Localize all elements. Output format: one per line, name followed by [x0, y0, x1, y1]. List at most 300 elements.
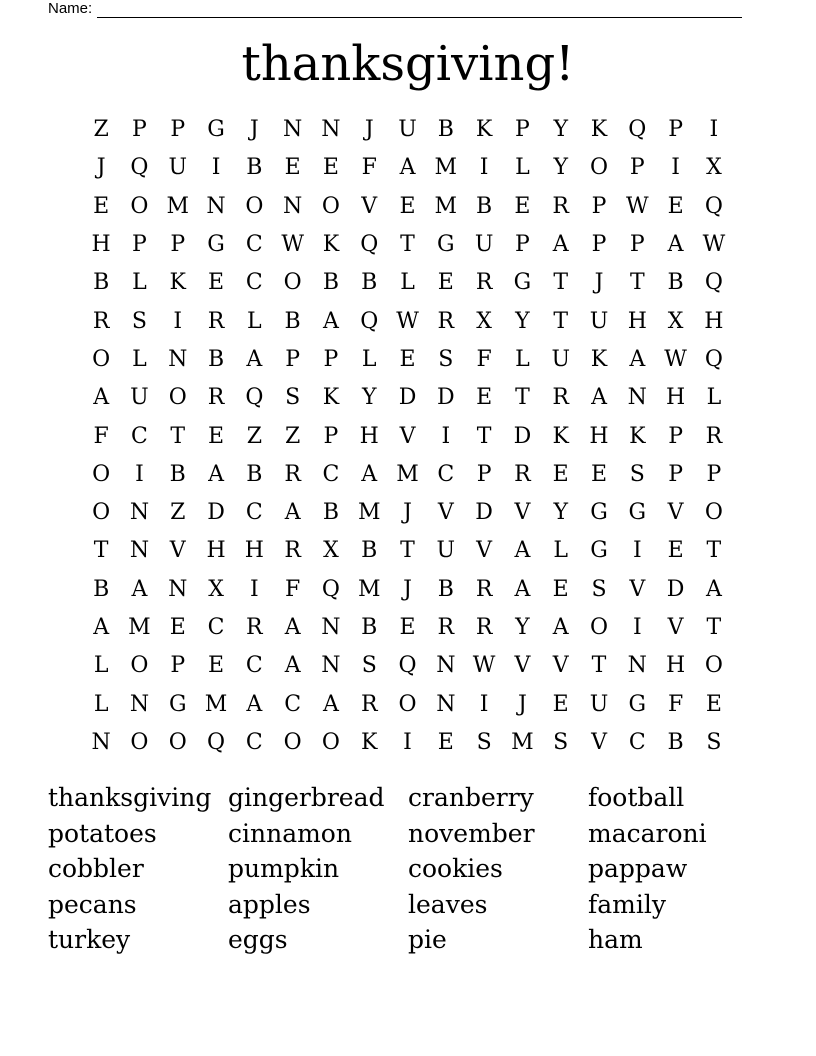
word-list-item: eggs [228, 925, 288, 955]
grid-letter: M [357, 576, 381, 602]
grid-letter: A [361, 461, 378, 487]
grid-letter: L [132, 270, 147, 296]
grid-letter: J [96, 155, 106, 181]
grid-letter: P [285, 346, 301, 372]
grid-letter: B [322, 500, 340, 526]
grid-letter: P [668, 423, 683, 449]
grid-letter: K [590, 117, 608, 143]
name-field [48, 0, 742, 18]
grid-letter: R [360, 691, 378, 717]
grid-letter: O [321, 193, 340, 219]
word-list-item: gingerbread [228, 783, 385, 812]
name-label: Name: [48, 0, 93, 17]
grid-letter: L [132, 346, 147, 372]
grid-letter: E [590, 461, 608, 487]
word-list-item: cobbler [48, 854, 144, 884]
grid-letter: A [591, 385, 607, 411]
grid-letter: I [135, 461, 144, 487]
grid-letter: B [169, 461, 186, 487]
grid-letter: A [514, 538, 531, 564]
grid-letter: S [553, 729, 569, 755]
grid-letter: K [552, 423, 569, 449]
grid-letter: D [437, 385, 455, 411]
grid-letter: C [245, 232, 263, 258]
grid-letter: N [129, 691, 150, 717]
grid-letter: A [284, 615, 301, 640]
grid-letter: W [396, 308, 419, 334]
grid-letter: V [361, 193, 378, 219]
grid-letter: R [92, 308, 110, 334]
grid-letter: F [476, 346, 492, 372]
grid-letter: B [437, 576, 454, 602]
word-list-item: family [588, 889, 666, 919]
grid-letter: N [436, 653, 456, 679]
grid-letter: L [93, 691, 109, 717]
grid-letter: C [284, 691, 302, 717]
grid-letter: I [441, 423, 451, 449]
grid-letter: H [359, 423, 379, 449]
grid-letter: N [283, 117, 303, 143]
grid-letter: T [706, 615, 722, 640]
grid-letter: I [479, 155, 489, 181]
grid-letter: Q [398, 653, 417, 679]
grid-letter: K [629, 423, 646, 449]
grid-letter: O [130, 729, 149, 755]
word-list-item: cranberry [408, 783, 534, 812]
grid-letter: T [706, 538, 722, 564]
grid-letter: T [476, 423, 492, 449]
grid-letter: S [706, 729, 722, 755]
grid-letter: A [322, 308, 339, 334]
grid-letter: H [704, 308, 724, 334]
grid-letter: U [474, 232, 494, 258]
grid-letter: A [705, 576, 722, 602]
grid-letter: X [667, 308, 684, 334]
word-list-item: pappaw [588, 854, 688, 884]
grid-letter: V [399, 423, 416, 449]
grid-letter: A [93, 615, 110, 640]
grid-letter: Q [360, 232, 379, 258]
grid-letter: U [551, 346, 570, 372]
grid-letter: V [169, 538, 186, 564]
grid-letter: S [438, 346, 454, 372]
grid-letter: P [323, 423, 339, 449]
grid-letter: E [284, 155, 301, 181]
grid-letter: S [285, 385, 301, 411]
grid-letter: L [247, 308, 262, 334]
grid-letter: A [629, 346, 646, 372]
grid-letter: N [321, 653, 341, 679]
grid-letter: H [589, 423, 609, 449]
grid-letter: N [436, 691, 456, 717]
grid-letter: P [170, 232, 186, 258]
grid-letter: J [403, 576, 412, 602]
grid-letter: M [511, 729, 534, 755]
grid-letter: V [514, 500, 531, 526]
word-list-item: cinnamon [228, 818, 352, 848]
grid-letter: W [664, 346, 687, 372]
grid-letter: P [170, 653, 186, 679]
grid-letter: P [515, 117, 530, 143]
grid-letter: E [399, 346, 416, 372]
grid-letter: R [207, 308, 225, 334]
grid-letter: H [666, 385, 686, 411]
grid-letter: C [245, 653, 263, 679]
grid-letter: P [629, 155, 645, 181]
grid-letter: Z [93, 117, 109, 143]
grid-letter: T [93, 538, 109, 564]
grid-letter: I [479, 691, 489, 717]
grid-letter: V [667, 615, 684, 640]
grid-letter: E [93, 193, 110, 219]
grid-letter: P [515, 232, 530, 258]
grid-letter: K [361, 729, 378, 755]
word-list-item: turkey [48, 925, 131, 955]
grid-letter: V [591, 729, 607, 755]
grid-letter: L [515, 155, 530, 181]
grid-letter: I [173, 308, 183, 334]
grid-letter: G [207, 117, 225, 143]
grid-letter: E [476, 385, 493, 411]
grid-letter: O [168, 385, 187, 411]
grid-letter: R [552, 385, 569, 411]
grid-letter: R [207, 385, 225, 411]
grid-letter: D [513, 423, 532, 449]
grid-letter: E [208, 270, 225, 296]
grid-letter: P [706, 461, 722, 487]
grid-letter: A [131, 576, 148, 602]
grid-letter: A [246, 346, 263, 372]
grid-letter: R [475, 615, 493, 640]
grid-letter: M [357, 500, 381, 526]
grid-letter: O [168, 729, 187, 755]
grid-letter: D [207, 500, 225, 526]
grid-letter: S [591, 576, 607, 602]
grid-letter: G [207, 232, 225, 258]
grid-letter: P [132, 117, 147, 143]
grid-letter: E [208, 423, 225, 449]
grid-letter: E [169, 615, 186, 640]
grid-letter: Q [207, 729, 226, 755]
grid-letter: R [284, 461, 301, 487]
grid-letter: L [706, 385, 722, 411]
grid-letter: Q [321, 576, 340, 602]
grid-letter: P [170, 117, 186, 143]
grid-letter: B [93, 576, 110, 602]
grid-letter: I [249, 576, 259, 602]
page-title: thanksgiving! [241, 36, 575, 92]
grid-letter: V [514, 653, 531, 679]
grid-letter: A [284, 653, 301, 679]
grid-letter: U [589, 691, 609, 717]
grid-letter: I [671, 155, 680, 181]
grid-letter: O [704, 500, 723, 526]
grid-letter: C [207, 615, 225, 640]
grid-letter: I [403, 729, 412, 755]
grid-letter: B [667, 270, 684, 296]
grid-letter: S [361, 653, 377, 679]
grid-letter: O [92, 461, 111, 487]
grid-letter: W [702, 232, 726, 258]
grid-letter: Q [704, 270, 723, 296]
word-list-item: potatoes [48, 818, 157, 848]
grid-letter: L [361, 346, 377, 372]
grid-letter: E [667, 193, 684, 219]
grid-letter: Y [553, 117, 568, 143]
grid-letter: T [400, 538, 415, 564]
grid-letter: R [705, 423, 723, 449]
grid-letter: B [93, 270, 110, 296]
grid-letter: B [246, 155, 263, 181]
grid-letter: R [475, 576, 493, 602]
grid-letter: R [475, 270, 493, 296]
grid-letter: N [91, 729, 111, 755]
grid-letter: I [709, 117, 719, 143]
grid-letter: H [244, 538, 264, 564]
grid-letter: X [476, 308, 492, 334]
word-list-item: pumpkin [228, 854, 340, 884]
grid-letter: W [472, 653, 496, 679]
grid-letter: F [361, 155, 377, 181]
grid-letter: O [589, 155, 609, 181]
word-list-item: ham [588, 925, 643, 955]
grid-letter: N [627, 385, 647, 411]
grid-letter: V [437, 500, 454, 526]
grid-letter: Q [360, 308, 379, 334]
grid-letter: E [437, 729, 454, 755]
grid-letter: M [128, 615, 151, 640]
grid-letter: B [437, 117, 454, 143]
grid-letter: M [166, 193, 189, 219]
grid-letter: B [207, 346, 225, 372]
grid-letter: N [129, 500, 150, 526]
name-blank-line[interactable] [97, 2, 742, 18]
grid-letter: G [628, 691, 647, 717]
grid-letter: B [361, 615, 378, 640]
grid-letter: E [399, 615, 416, 640]
grid-letter: Y [553, 500, 568, 526]
grid-letter: Z [246, 423, 262, 449]
grid-letter: A [552, 232, 569, 258]
grid-letter: R [437, 308, 455, 334]
grid-letter: M [434, 193, 458, 219]
grid-letter: R [284, 538, 301, 564]
grid-letter: W [625, 193, 649, 219]
grid-letter: X [706, 155, 722, 181]
grid-letter: E [399, 193, 416, 219]
grid-letter: U [130, 385, 149, 411]
grid-letter: G [628, 500, 647, 526]
grid-letter: V [629, 576, 646, 602]
grid-letter: U [436, 538, 456, 564]
grid-letter: A [552, 615, 569, 640]
grid-letter: J [594, 270, 604, 296]
grid-letter: K [475, 117, 493, 143]
grid-letter: L [400, 270, 415, 296]
grid-letter: P [629, 232, 645, 258]
grid-letter: D [475, 500, 493, 526]
grid-letter: K [322, 232, 340, 258]
grid-letter: B [246, 461, 263, 487]
word-list-item: football [588, 783, 685, 812]
grid-letter: S [476, 729, 492, 755]
grid-letter: C [628, 729, 646, 755]
grid-letter: F [667, 691, 684, 717]
grid-letter: V [476, 538, 493, 564]
grid-letter: R [552, 193, 569, 219]
word-list-item: pecans [48, 889, 137, 919]
grid-letter: K [322, 385, 340, 411]
grid-letter: X [323, 538, 339, 564]
grid-letter: Y [553, 155, 568, 181]
grid-letter: T [400, 232, 415, 258]
grid-letter: C [131, 423, 148, 449]
grid-letter: S [629, 461, 645, 487]
grid-letter: B [322, 270, 340, 296]
grid-letter: J [364, 117, 374, 143]
grid-letter: N [321, 615, 341, 640]
grid-letter: O [283, 270, 302, 296]
grid-letter: P [591, 232, 607, 258]
word-list-item: apples [228, 889, 311, 919]
grid-letter: P [668, 117, 683, 143]
grid-letter: C [245, 500, 263, 526]
grid-letter: E [208, 653, 225, 679]
grid-letter: N [206, 193, 226, 219]
word-list-item: november [408, 818, 535, 848]
grid-letter: G [437, 232, 455, 258]
grid-letter: R [514, 461, 531, 487]
grid-letter: P [132, 232, 147, 258]
grid-letter: A [514, 576, 531, 602]
grid-letter: E [514, 193, 531, 219]
word-list-item: leaves [408, 889, 488, 919]
grid-letter: P [591, 193, 607, 219]
grid-letter: A [667, 232, 684, 258]
grid-letter: Q [130, 155, 149, 181]
grid-letter: N [168, 576, 188, 602]
grid-letter: Q [245, 385, 264, 411]
grid-letter: F [93, 423, 109, 449]
grid-letter: C [437, 461, 455, 487]
grid-letter: H [627, 308, 647, 334]
grid-letter: H [206, 538, 226, 564]
grid-letter: Z [284, 423, 301, 449]
grid-letter: L [515, 346, 530, 372]
letter-grid [82, 111, 733, 762]
grid-letter: V [552, 653, 569, 679]
grid-letter: G [513, 270, 532, 296]
grid-letter: O [283, 729, 302, 755]
grid-letter: E [552, 461, 569, 487]
grid-letter: Y [361, 385, 377, 411]
grid-letter: N [129, 538, 150, 564]
grid-letter: K [169, 270, 186, 296]
grid-letter: O [589, 615, 609, 640]
grid-letter: M [396, 461, 419, 487]
grid-letter: A [208, 461, 224, 487]
grid-letter: N [627, 653, 647, 679]
word-list-item: macaroni [588, 818, 707, 848]
grid-letter: A [322, 691, 339, 717]
grid-letter: A [246, 691, 263, 717]
grid-letter: O [704, 653, 723, 679]
grid-letter: T [515, 385, 530, 411]
grid-letter: S [131, 308, 147, 334]
grid-letter: E [322, 155, 339, 181]
grid-letter: O [92, 346, 111, 372]
grid-letter: T [553, 270, 569, 296]
grid-letter: Y [515, 615, 530, 640]
grid-letter: T [553, 308, 569, 334]
grid-letter: B [361, 538, 378, 564]
grid-letter: O [398, 691, 417, 717]
grid-letter: H [91, 232, 111, 258]
grid-letter: J [518, 691, 527, 717]
word-list-item: cookies [408, 854, 503, 884]
grid-letter: A [399, 155, 416, 181]
grid-letter: V [667, 500, 684, 526]
grid-letter: E [552, 691, 569, 717]
grid-letter: N [283, 193, 303, 219]
grid-letter: P [668, 461, 683, 487]
grid-letter: E [667, 538, 684, 564]
grid-letter: E [705, 691, 722, 717]
grid-letter: Y [515, 308, 530, 334]
grid-letter: E [552, 576, 569, 602]
grid-letter: U [589, 308, 609, 334]
grid-letter: B [361, 270, 378, 296]
grid-letter: J [403, 500, 412, 526]
grid-letter: L [93, 653, 109, 679]
grid-letter: R [246, 615, 263, 640]
grid-letter: B [667, 729, 684, 755]
grid-letter: G [590, 500, 608, 526]
grid-letter: W [281, 232, 304, 258]
grid-letter: M [204, 691, 228, 717]
grid-letter: A [93, 385, 110, 411]
grid-letter: N [168, 346, 188, 372]
grid-letter: O [92, 500, 111, 526]
grid-letter: U [168, 155, 188, 181]
grid-letter: G [168, 691, 187, 717]
grid-letter: P [323, 346, 339, 372]
grid-letter: T [629, 270, 645, 296]
grid-letter: B [476, 193, 493, 219]
grid-letter: K [590, 346, 608, 372]
grid-letter: C [322, 461, 340, 487]
grid-letter: M [434, 155, 458, 181]
grid-letter: O [130, 193, 149, 219]
grid-letter: T [591, 653, 607, 679]
grid-letter: O [321, 729, 340, 755]
grid-letter: C [245, 729, 263, 755]
grid-letter: O [130, 653, 149, 679]
grid-letter: I [632, 615, 642, 640]
grid-letter: L [553, 538, 569, 564]
grid-letter: C [245, 270, 263, 296]
grid-letter: X [208, 576, 224, 602]
grid-letter: R [437, 615, 455, 640]
grid-letter: Q [704, 193, 723, 219]
word-list-item: thanksgiving [48, 783, 212, 812]
grid-letter: U [398, 117, 417, 143]
grid-letter: O [245, 193, 264, 219]
grid-letter: I [632, 538, 642, 564]
grid-letter: G [590, 538, 608, 564]
grid-letter: H [666, 653, 686, 679]
grid-letter: D [666, 576, 685, 602]
